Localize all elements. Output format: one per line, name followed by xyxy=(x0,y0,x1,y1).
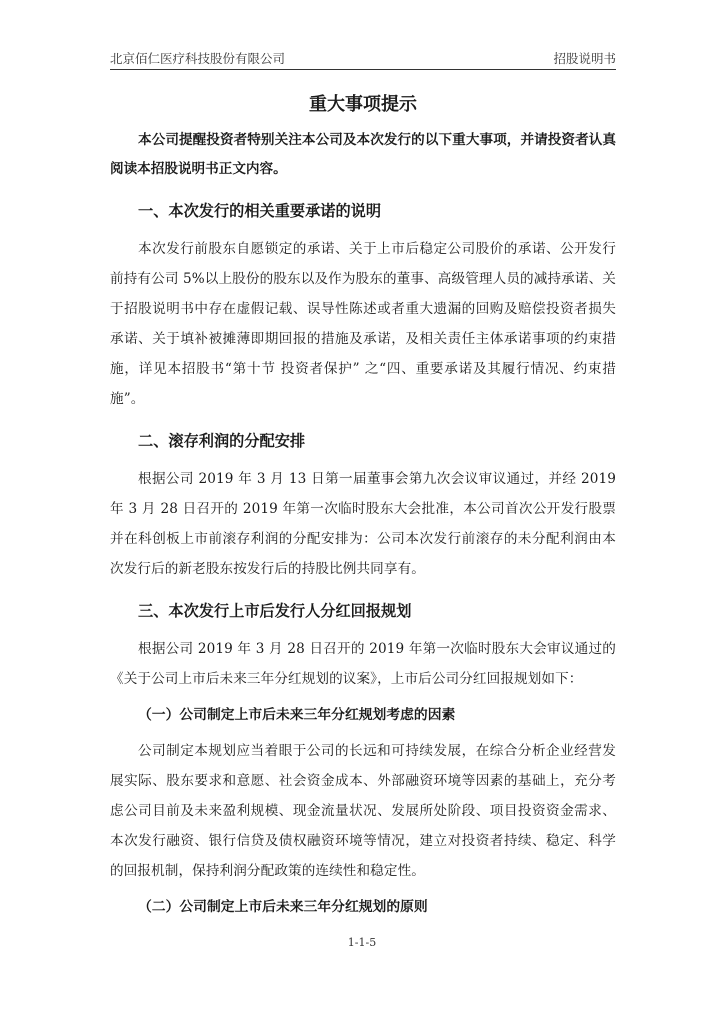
subsection-heading-principles: （二）公司制定上市后未来三年分红规划的原则 xyxy=(138,899,428,915)
page-content xyxy=(110,92,616,928)
header-company-name: 北京佰仁医疗科技股份有限公司 xyxy=(110,51,286,66)
subsection-heading-factors: （一）公司制定上市后未来三年分红规划考虑的因素 xyxy=(138,707,456,723)
subsection-body-factors: 公司制定本规划应当着眼于公司的长远和可持续发展，在综合分析企业经营发展实际、股东要求和意愿、社会资金成本、外部融资环境等因素的基础上，充分考虑公司目前及未来盈利规模、现金流量状况、发展所处阶段、项目投资资金需求、本次发行融资、银行信贷及债权融资环境等情况，建立对投资者持续、稳定、科学的回报机制，保持利润分配政策的连续性和稳定性。 xyxy=(110,743,616,879)
section-heading-retained-profits: 二、滚存利润的分配安排 xyxy=(138,432,306,450)
page-header xyxy=(110,47,616,70)
section-heading-dividend-plan: 三、本次发行上市后发行人分红回报规划 xyxy=(138,602,412,620)
intro-paragraph: 本公司提醒投资者特别关注本公司及本次发行的以下重大事项，并请投资者认真阅读本招股说明书正文内容。 xyxy=(110,132,616,177)
section-body-commitments: 本次发行前股东自愿锁定的承诺、关于上市后稳定公司股价的承诺、公开发行前持有公司 5%以上股份的股东以及作为股东的董事、高级管理人员的减持承诺、关于招股说明书中存在虚假记载、误导性陈述或者重大遗漏的回购及赔偿投资者损失承诺、关于填补被摊薄即期回报的措施及承诺，及相关责任主体承诺事项的约束措施，详见本招股书“第十节 投资者保护” 之“四、重要承诺及其履行情况、约束措施”。 xyxy=(110,241,616,407)
page-number: 1-1-5 xyxy=(347,936,377,949)
page-title: 重大事项提示 xyxy=(309,94,417,115)
section-body-retained-profits: 根据公司 2019 年 3 月 13 日第一届董事会第九次会议审议通过，并经 2019 年 3 月 28 日召开的 2019 年第一次临时股东大会批准，本公司首次公开发行股票并在科创板上市前滚存利润的分配安排为：公司本次发行前滚存的未分配利润由本次发行后的新老股东按发行后的持股比例共同享有。 xyxy=(110,471,616,577)
section-heading-commitments: 一、本次发行的相关重要承诺的说明 xyxy=(138,202,381,220)
section-body-dividend-plan: 根据公司 2019 年 3 月 28 日召开的 2019 年第一次临时股东大会审议通过的《关于公司上市后未来三年分红规划的议案》，上市后公司分红回报规划如下： xyxy=(110,641,616,687)
header-document-type: 招股说明书 xyxy=(553,51,616,66)
